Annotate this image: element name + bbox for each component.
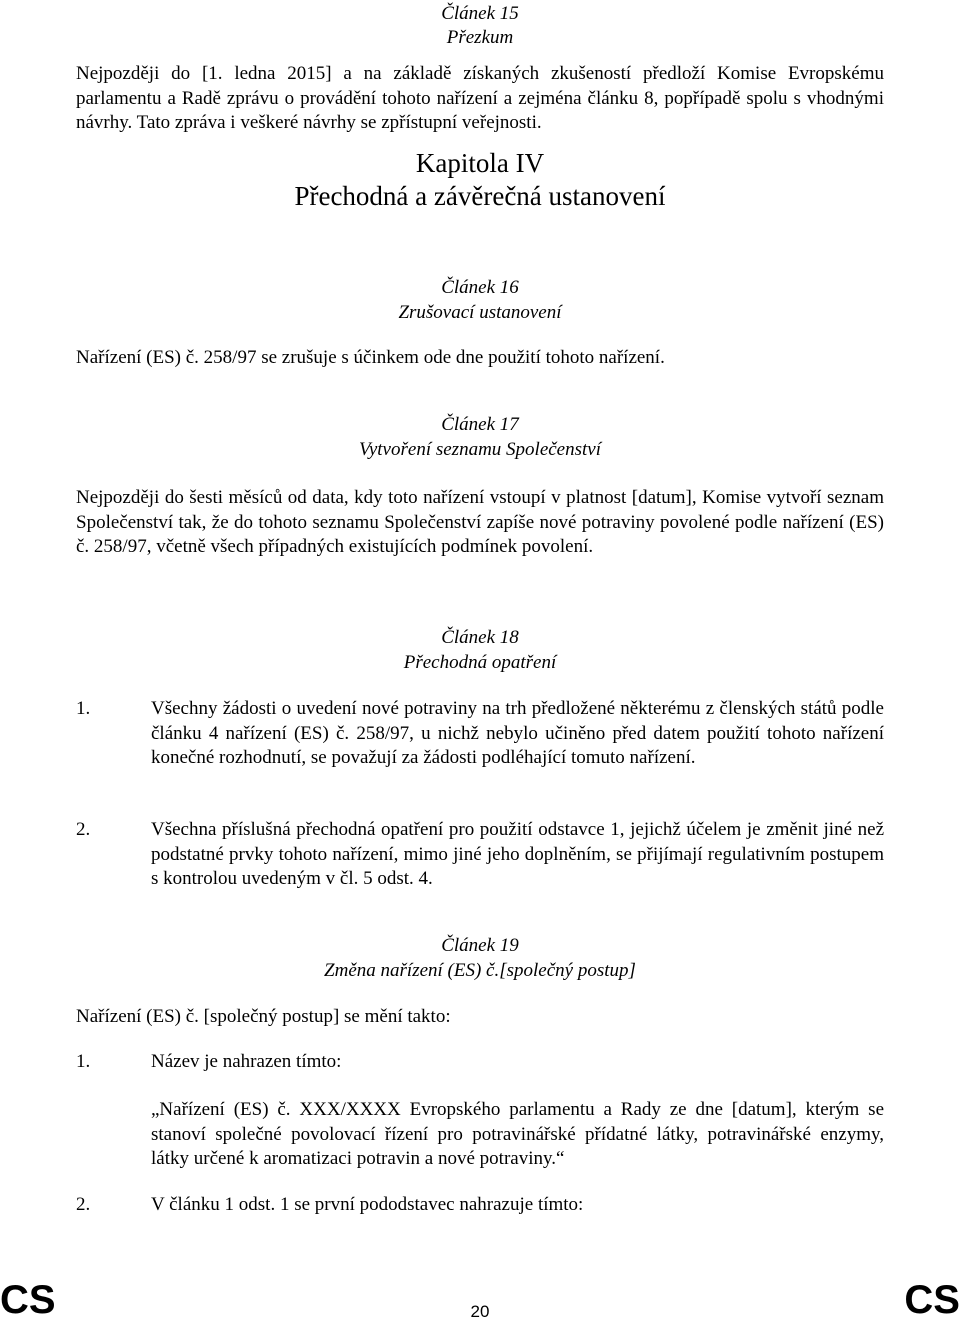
article-19-item-1	[76, 1050, 884, 1075]
chapter-title: Kapitola IV	[415, 148, 545, 178]
page-number: 20	[470, 1302, 490, 1321]
item-number: 2.	[76, 1194, 91, 1215]
article-19-quote: „Nařízení (ES) č. XXX/XXXX Evropského parlamentu a Rady ze dne [datum], kterým se stanoví společné povolovací řízení pro potravinářské přídatné látky, potravinářské enzymy, látky určené k aromatizaci potravin a nové potraviny.“	[151, 1099, 884, 1169]
chapter-subtitle: Přechodná a závěrečná ustanovení	[294, 181, 666, 211]
item-text: Všechna příslušná přechodná opatření pro použití odstavce 1, jejichž účelem je změnit jiné než podstatné prvky tohoto nařízení, mimo jiné jeho doplněním, se přijímají regulativním postupem s kontrolou uvedeným v čl. 5 odst. 4.	[151, 819, 884, 889]
article-17-text: Nejpozději do šesti měsíců od data, kdy toto nařízení vstoupí v platnost [datum], Komise vytvoří seznam Společenství tak, že do tohoto seznamu Společenství zapíše nové potraviny povolené podle nařízení (ES) č. 258/97, včetně všech případných existujících podmínek povolení.	[76, 487, 884, 557]
item-text: Všechny žádosti o uvedení nové potraviny na trh předložené některému z členských států podle článku 4 nařízení (ES) č. 258/97, u nichž nebylo učiněno před datem použití tohoto nařízení konečné rozhodnutí, se považují za žádosti podléhající tomuto nařízení.	[151, 698, 884, 768]
article-16-heading: Článek 16	[441, 277, 519, 298]
item-text: Název je nahrazen tímto:	[151, 1051, 342, 1072]
article-15-text: Nejpozději do [1. ledna 2015] a na základě získaných zkušeností předloží Komise Evropskému parlamentu a Radě zprávu o provádění tohoto nařízení a zejména článku 8, popřípadě spolu s vhodnými návrhy. Tato zpráva i veškeré návrhy se zpřístupní veřejnosti.	[76, 63, 884, 133]
footer-language-code-left: CS	[0, 1278, 56, 1322]
item-number: 2.	[76, 819, 91, 840]
article-17-heading: Článek 17	[441, 414, 519, 435]
article-18-item-2	[76, 818, 884, 892]
article-19-intro: Nařízení (ES) č. [společný postup] se mění takto:	[76, 1006, 451, 1027]
article-19-heading: Článek 19	[441, 935, 519, 956]
item-number: 1.	[76, 1051, 91, 1072]
article-18-subtitle: Přechodná opatření	[403, 652, 557, 673]
footer-language-code-right: CS	[904, 1278, 960, 1322]
article-16-subtitle: Zrušovací ustanovení	[398, 302, 562, 323]
article-17-subtitle: Vytvoření seznamu Společenství	[358, 439, 602, 460]
article-18-heading: Článek 18	[441, 627, 519, 648]
item-number: 1.	[76, 698, 91, 719]
article-18-item-1	[76, 697, 884, 771]
article-15-subtitle: Přezkum	[446, 27, 514, 48]
item-text: V článku 1 odst. 1 se první pododstavec nahrazuje tímto:	[151, 1194, 584, 1215]
article-15-heading: Článek 15	[441, 3, 519, 24]
article-19-subtitle: Změna nařízení (ES) č.[společný postup]	[324, 960, 636, 981]
article-16-text: Nařízení (ES) č. 258/97 se zrušuje s účinkem ode dne použití tohoto nařízení.	[76, 347, 665, 368]
article-19-item-2	[76, 1193, 884, 1218]
